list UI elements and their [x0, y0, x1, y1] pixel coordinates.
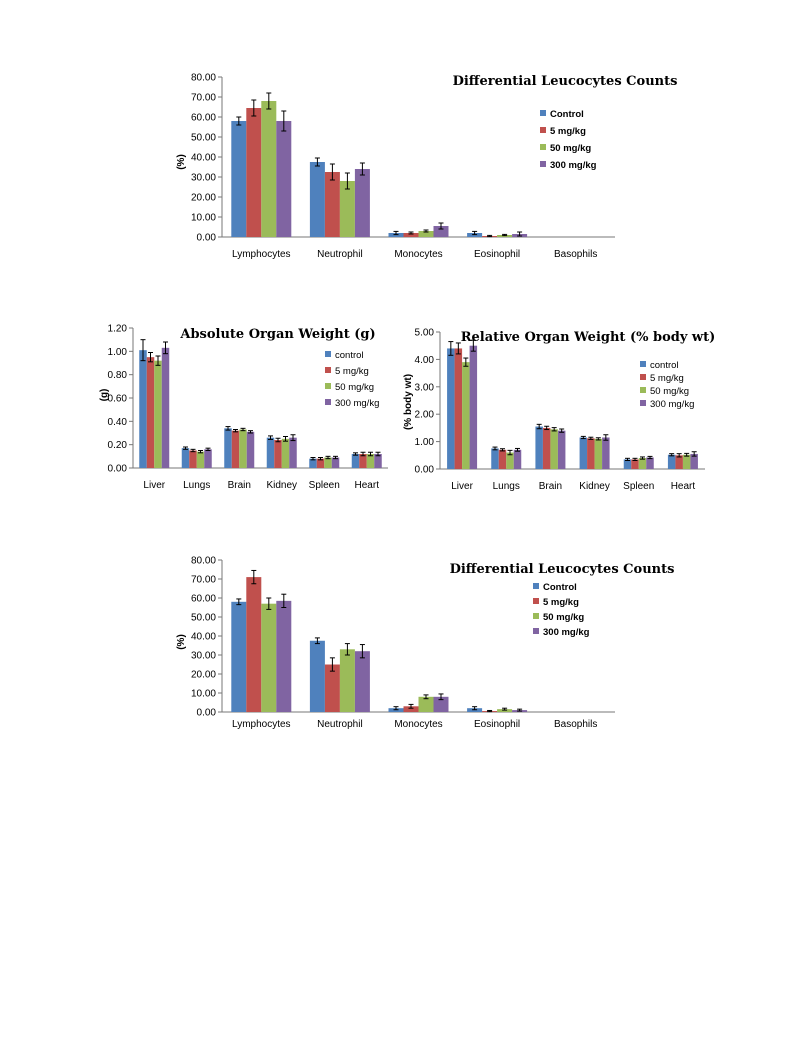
x-category-label: Neutrophil [317, 719, 363, 730]
bar [550, 429, 558, 469]
bar [276, 601, 291, 712]
legend-label: 5 mg/kg [650, 373, 684, 384]
bar [289, 438, 297, 468]
bar [276, 121, 291, 237]
legend-swatch [640, 387, 646, 393]
x-category-label: Monocytes [394, 719, 443, 730]
y-axis-label: (%) [176, 634, 187, 650]
y-tick-label: 0.40 [107, 416, 127, 428]
y-tick-label: 20.00 [190, 192, 216, 204]
bar [325, 172, 340, 237]
bar [239, 430, 247, 469]
bar [224, 428, 232, 468]
x-category-label: Basophils [554, 249, 598, 260]
x-category-label: Lungs [492, 481, 520, 492]
y-tick-label: 70.00 [190, 574, 216, 586]
y-tick-label: 0.00 [414, 464, 434, 476]
legend-swatch [640, 400, 646, 406]
y-tick-label: 30.00 [190, 650, 216, 662]
legend-label: 5 mg/kg [335, 366, 369, 377]
y-tick-label: 3.00 [414, 382, 434, 394]
y-tick-label: 1.00 [414, 437, 434, 449]
legend-swatch [533, 628, 539, 634]
x-category-label: Monocytes [394, 249, 443, 260]
legend-label: 5 mg/kg [543, 597, 579, 608]
x-category-label: Liver [451, 481, 473, 492]
x-category-label: Brain [538, 481, 563, 492]
x-category-label: Lungs [183, 480, 211, 491]
legend-swatch [533, 598, 539, 604]
legend-label: 5 mg/kg [550, 126, 586, 137]
chart-title: Differential Leucocytes Counts [449, 562, 675, 577]
chart-title: Absolute Organ Weight (g) [180, 327, 376, 342]
y-tick-label: 4.00 [414, 354, 434, 366]
y-tick-label: 1.00 [107, 346, 127, 358]
y-tick-label: 0.00 [196, 707, 216, 719]
y-tick-label: 0.00 [107, 463, 127, 475]
bar [261, 604, 276, 712]
bar [231, 121, 246, 237]
leucocytes-chart-1 [160, 62, 678, 272]
y-tick-label: 2.00 [414, 409, 434, 421]
legend-label: 50 mg/kg [335, 382, 375, 393]
y-tick-label: 50.00 [190, 612, 216, 624]
y-tick-label: 20.00 [190, 669, 216, 681]
bar [231, 602, 246, 712]
legend-label: 300 mg/kg [543, 627, 590, 638]
bar [197, 452, 205, 468]
chart-title: Relative Organ Weight (% body wt) [460, 330, 716, 345]
bar [499, 450, 507, 469]
legend-swatch [325, 351, 331, 357]
x-category-label: Liver [143, 480, 166, 491]
legend-label: control [335, 350, 364, 361]
legend-label: 50 mg/kg [543, 612, 585, 623]
bar [470, 346, 478, 469]
bar [147, 357, 155, 468]
y-tick-label: 80.00 [190, 555, 216, 567]
y-tick-label: 5.00 [414, 327, 434, 339]
x-category-label: Lymphocytes [232, 249, 291, 260]
bar [139, 350, 147, 468]
bar [587, 438, 595, 469]
bar [246, 108, 261, 237]
bar [355, 651, 370, 712]
bar [580, 437, 588, 469]
bar [455, 348, 463, 469]
x-category-label: Kidney [266, 480, 298, 491]
x-category-label: Basophils [554, 719, 598, 730]
y-tick-label: 70.00 [190, 92, 216, 104]
bar [247, 432, 255, 468]
legend-swatch [640, 374, 646, 380]
bar [595, 439, 603, 469]
bar [668, 455, 676, 469]
legend-label: Control [550, 109, 584, 120]
bar [543, 428, 551, 469]
legend-label: control [650, 360, 679, 371]
y-tick-label: 50.00 [190, 132, 216, 144]
legend-swatch [533, 583, 539, 589]
y-tick-label: 0.20 [107, 440, 127, 452]
relative-organ-weight-chart [400, 322, 716, 502]
legend-swatch [325, 367, 331, 373]
bar [310, 641, 325, 712]
y-tick-label: 0.00 [196, 232, 216, 244]
y-tick-label: 80.00 [190, 72, 216, 84]
bar [646, 457, 654, 469]
bar [602, 437, 610, 469]
y-axis-label: (g) [99, 388, 110, 402]
x-category-label: Spleen [308, 480, 340, 491]
bar [558, 431, 566, 469]
y-tick-label: 60.00 [190, 593, 216, 605]
bar [447, 348, 455, 469]
bar [267, 438, 275, 468]
legend-swatch [540, 144, 546, 150]
bar [261, 101, 276, 237]
legend-label: 50 mg/kg [550, 143, 592, 154]
legend [533, 582, 590, 638]
bar [535, 427, 543, 469]
legend-label: 50 mg/kg [650, 386, 690, 397]
y-axis-label: (% body wt) [403, 373, 414, 431]
bar [189, 451, 197, 469]
bar [355, 169, 370, 237]
bar [182, 448, 190, 468]
x-category-label: Spleen [623, 481, 655, 492]
y-tick-label: 0.60 [107, 393, 127, 405]
y-tick-label: 60.00 [190, 112, 216, 124]
y-tick-label: 40.00 [190, 631, 216, 643]
bar [246, 577, 261, 712]
legend-label: 300 mg/kg [650, 399, 695, 410]
legend-swatch [533, 613, 539, 619]
bar [154, 361, 162, 468]
legend-swatch [325, 399, 331, 405]
x-category-label: Lymphocytes [232, 719, 291, 730]
legend [540, 109, 597, 171]
legend-label: 300 mg/kg [550, 160, 597, 171]
legend-swatch [540, 161, 546, 167]
y-axis-label: (%) [176, 154, 187, 170]
bar [340, 649, 355, 712]
legend-swatch [540, 127, 546, 133]
chart-title: Differential Leucocytes Counts [452, 74, 678, 89]
legend-label: Control [543, 582, 577, 593]
bar [274, 440, 282, 468]
legend-swatch [540, 110, 546, 116]
legend [325, 350, 379, 409]
y-tick-label: 40.00 [190, 152, 216, 164]
bar [352, 454, 360, 468]
legend-label: 300 mg/kg [335, 398, 380, 409]
legend [640, 360, 694, 410]
x-category-label: Neutrophil [317, 249, 363, 260]
y-tick-label: 10.00 [190, 688, 216, 700]
bar [232, 431, 240, 468]
bar [162, 348, 170, 468]
bar [514, 450, 522, 469]
bar [491, 448, 499, 469]
bar [683, 455, 691, 469]
y-tick-label: 1.20 [107, 323, 127, 335]
bar [282, 439, 290, 468]
bar [639, 458, 647, 469]
bar [310, 162, 325, 237]
x-category-label: Heart [354, 480, 379, 491]
y-tick-label: 30.00 [190, 172, 216, 184]
x-category-label: Brain [227, 480, 251, 491]
absolute-organ-weight-chart [93, 318, 393, 498]
x-category-label: Heart [670, 481, 696, 492]
bar [204, 449, 212, 468]
x-category-label: Eosinophil [474, 719, 521, 730]
y-tick-label: 10.00 [190, 212, 216, 224]
leucocytes-chart-2 [160, 550, 675, 740]
legend-swatch [325, 383, 331, 389]
bar [462, 362, 469, 469]
x-category-label: Eosinophil [474, 249, 521, 260]
x-category-label: Kidney [579, 481, 610, 492]
legend-swatch [640, 361, 646, 367]
y-tick-label: 0.80 [107, 370, 127, 382]
